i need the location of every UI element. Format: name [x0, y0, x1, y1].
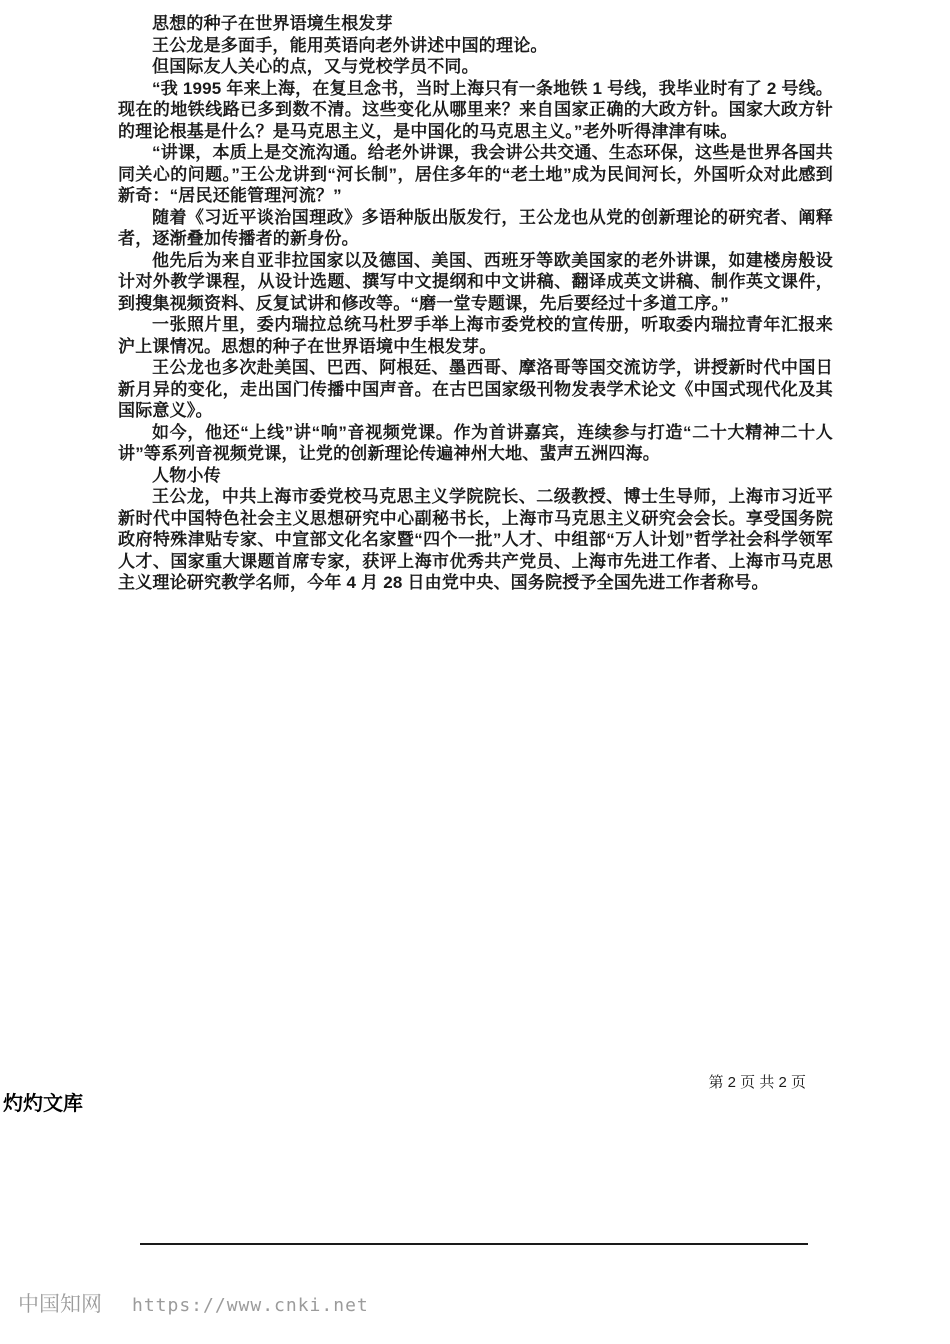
cnki-url: https://www.cnki.net	[132, 1295, 369, 1316]
paragraph: 他先后为来自亚非拉国家以及德国、美国、西班牙等欧美国家的老外讲课，如建楼房般设计对外教学课程，从设计选题、撰写中文提纲和中文讲稿、翻译成英文讲稿、制作英文课件，到搜集视频资料、反复试讲和修改等。“磨一堂专题课，先后要经过十多道工序。”	[118, 250, 833, 313]
footer-divider	[140, 1243, 808, 1245]
paragraph: 如今，他还“上线”讲“响”音视频党课。作为首讲嘉宾，连续参与打造“二十大精神二十人讲”等系列音视频党课，让党的创新理论传遍神州大地、蜚声五洲四海。	[118, 422, 833, 463]
page-number: 第 2 页 共 2 页	[708, 1074, 806, 1091]
library-watermark: 灼灼文库	[3, 1093, 83, 1115]
paragraph: “我 1995 年来上海，在复旦念书，当时上海只有一条地铁 1 号线，我毕业时有了 2 号线。现在的地铁线路已多到数不清。这些变化从哪里来？来自国家正确的大政方针。国家大政方针的理论根基是什么？是马克思主义，是中国化的马克思主义。”老外听得津津有味。	[118, 78, 833, 141]
paragraph: 随着《习近平谈治国理政》多语种版出版发行，王公龙也从党的创新理论的研究者、阐释者，逐渐叠加传播者的新身份。	[118, 207, 833, 248]
cnki-site-name: 中国知网	[18, 1292, 102, 1316]
paragraph: “讲课，本质上是交流沟通。给老外讲课，我会讲公共交通、生态环保，这些是世界各国共同关心的问题。”王公龙讲到“河长制”，居住多年的“老土地”成为民间河长，外国听众对此感到新奇：“居民还能管理河流？”	[118, 143, 833, 205]
paragraph: 但国际友人关心的点，又与党校学员不同。	[152, 57, 479, 76]
paragraph: 人物小传	[152, 465, 221, 485]
cnki-watermark	[18, 1288, 369, 1318]
paragraph: 思想的种子在世界语境生根发芽	[152, 14, 393, 33]
body-text	[118, 13, 833, 594]
paragraph: 王公龙是多面手，能用英语向老外讲述中国的理论。	[152, 35, 548, 55]
paragraph: 王公龙，中共上海市委党校马克思主义学院院长、二级教授、博士生导师，上海市习近平新时代中国特色社会主义思想研究中心副秘书长，上海市马克思主义研究会会长。享受国务院政府特殊津贴专家、中宣部文化名家暨“四个一批”人才、中组部“万人计划”哲学社会科学领军人才、国家重大课题首席专家，获评上海市优秀共产党员、上海市先进工作者、上海市马克思主义理论研究教学名师，今年 4 月 28 日由党中央、国务院授予全国先进工作者称号。	[118, 487, 833, 592]
paragraph: 一张照片里，委内瑞拉总统马杜罗手举上海市委党校的宣传册，听取委内瑞拉青年汇报来沪上课情况。思想的种子在世界语境中生根发芽。	[118, 315, 833, 356]
paragraph: 王公龙也多次赴美国、巴西、阿根廷、墨西哥、摩洛哥等国交流访学，讲授新时代中国日新月异的变化，走出国门传播中国声音。在古巴国家级刊物发表学术论文《中国式现代化及其国际意义》。	[118, 358, 833, 420]
